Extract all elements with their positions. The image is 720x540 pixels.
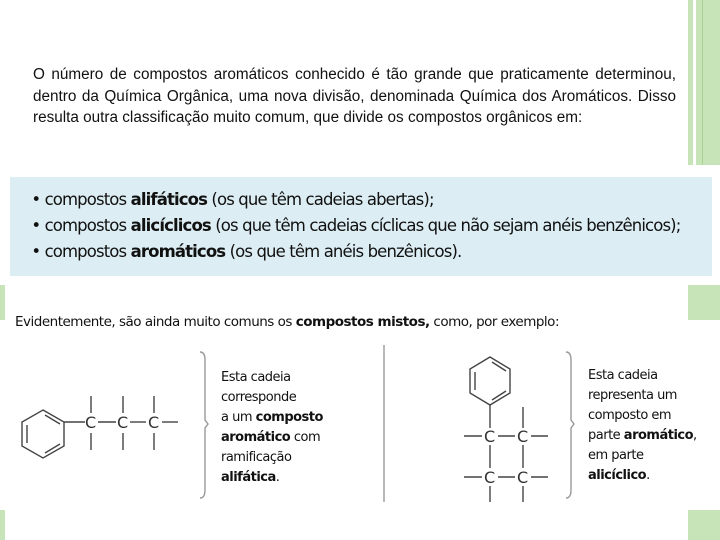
examples-intro: Evidentemente, são ainda muito comuns os compostos mistos, como, por exemplo: [15, 314, 559, 330]
carbon-atom: C [117, 413, 129, 432]
classification-box [10, 177, 712, 276]
decor-stripe [688, 510, 720, 540]
carbon-atom: C [517, 468, 529, 487]
decor-stripe [688, 285, 720, 320]
decor-stripe [702, 0, 703, 165]
carbon-atom: C [148, 413, 160, 432]
benzene-ring-1 [22, 410, 64, 458]
decor-stripe [688, 0, 693, 165]
list-item: • compostos alicíclicos (os que têm cadeias cíclicas que não sejam anéis benzênicos); [31, 213, 691, 239]
decor-stripe [696, 0, 720, 165]
carbon-atom: C [85, 413, 97, 432]
carbon-atom: C [517, 427, 529, 446]
list-item: • compostos alifáticos (os que têm cadeias abertas); [31, 187, 691, 213]
example1-caption: Esta cadeia corresponde a um composto aromático com ramificação alifática. [221, 370, 323, 485]
list-item: • compostos aromáticos (os que têm anéis benzênicos). [31, 239, 691, 265]
decor-stripe [0, 510, 5, 540]
benzene-ring-2 [470, 357, 510, 405]
decor-stripe [0, 285, 5, 320]
carbon-atom: C [484, 427, 496, 446]
example2-caption: Esta cadeia representa um composto em parte aromático, em parte alicíclico. [588, 368, 697, 483]
carbon-atom: C [484, 468, 496, 487]
intro-paragraph: O número de compostos aromáticos conhecido é tão grande que praticamente determinou, dentro da Química Orgânica, uma nova divisão, denominada Química dos Aromáticos. Disso resulta outra classificação muito comum, que divide os compostos orgânicos em: [33, 66, 676, 126]
